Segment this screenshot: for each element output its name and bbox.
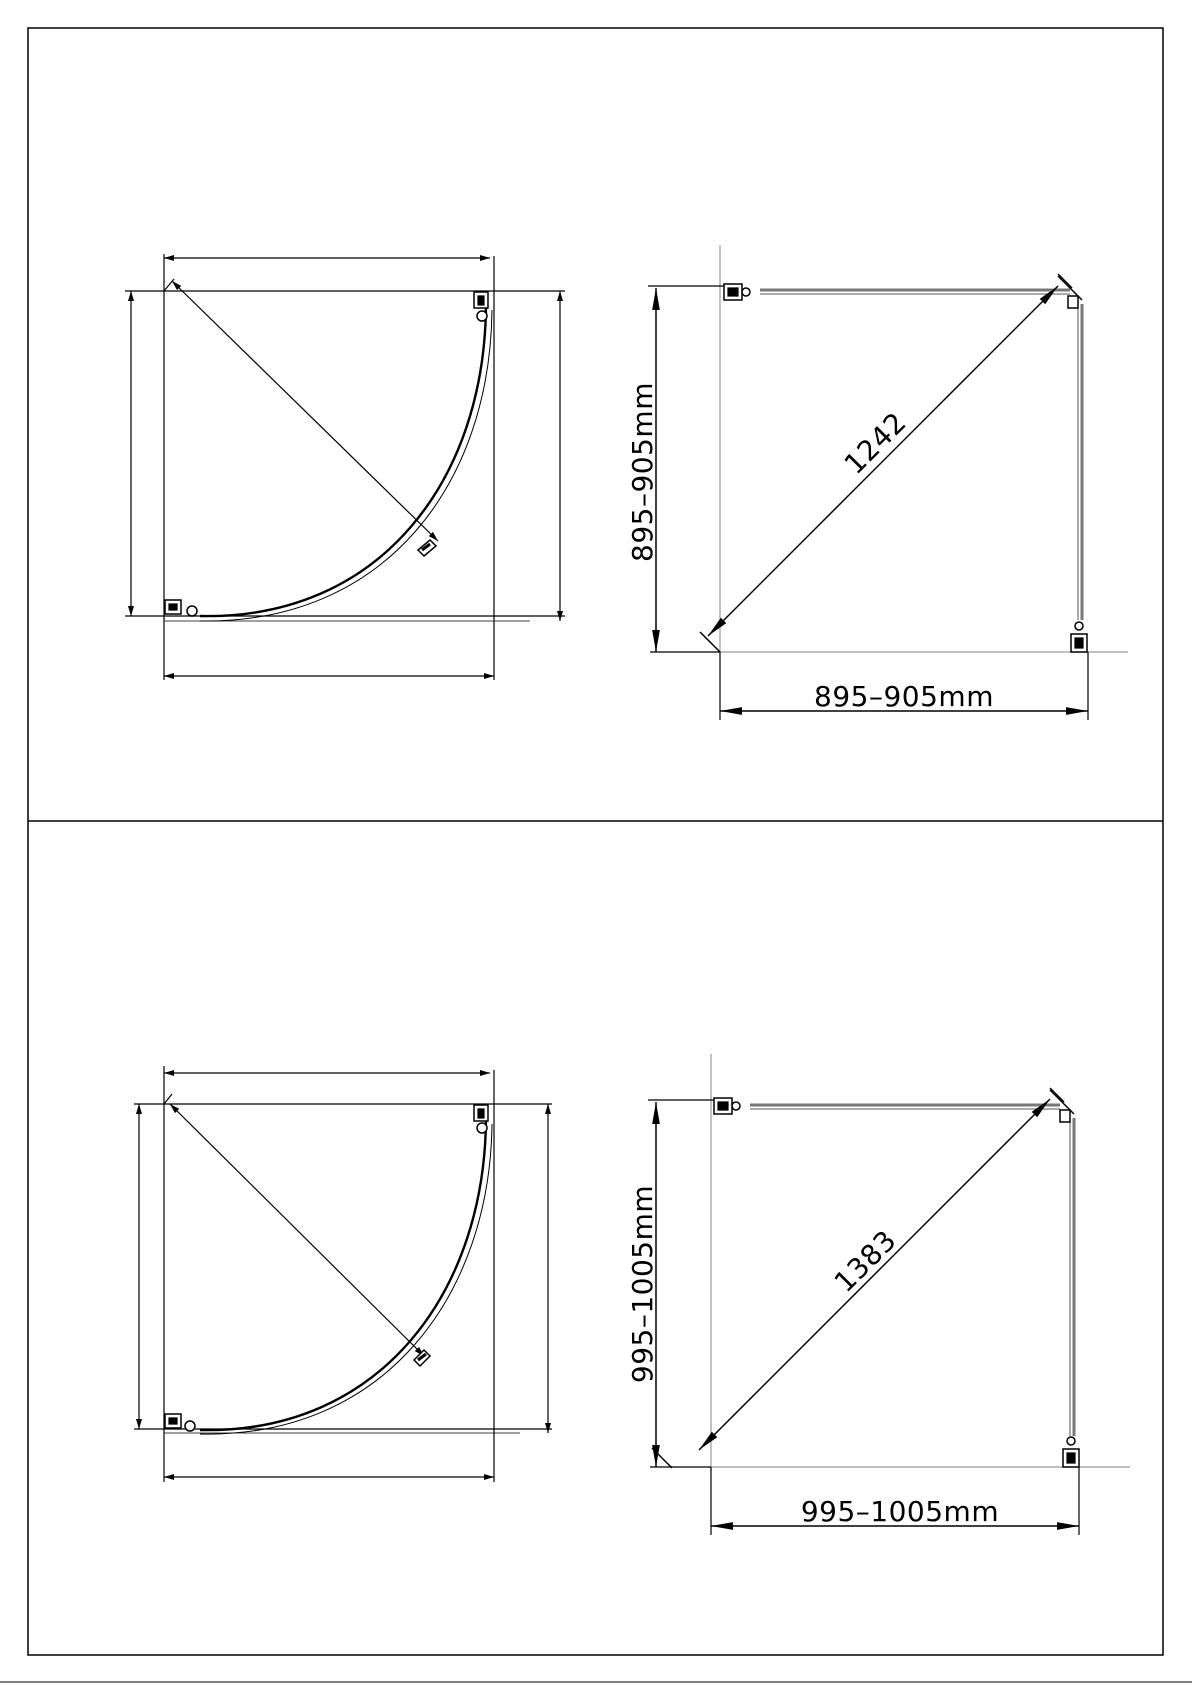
wall-bracket-left bbox=[714, 1098, 740, 1114]
wall-bracket-top bbox=[474, 292, 488, 321]
depth-label: 895–905mm bbox=[626, 382, 659, 562]
sheet-border bbox=[28, 28, 1163, 1655]
wall-bracket-bottom bbox=[165, 600, 197, 616]
wall-bracket-top bbox=[474, 1105, 488, 1133]
door-handle bbox=[418, 540, 436, 556]
diagonal-dimension-line bbox=[708, 286, 1058, 636]
width-label: 995–1005mm bbox=[800, 1495, 1000, 1528]
depth-label: 995–1005mm bbox=[626, 1184, 659, 1384]
curved-glass-panel bbox=[200, 1116, 486, 1430]
diagonal-dimension-line bbox=[170, 1104, 424, 1356]
curved-glass-panel bbox=[200, 302, 486, 616]
floor-bracket-right bbox=[1071, 622, 1087, 652]
wall-bracket-left bbox=[724, 284, 750, 300]
bottom-plan-view bbox=[134, 1066, 552, 1482]
floor-bracket-right bbox=[1063, 1437, 1079, 1467]
top-dimension-view bbox=[648, 245, 1128, 720]
wall-bracket-bottom bbox=[165, 1414, 195, 1431]
diagonal-label: 1383 bbox=[827, 1223, 903, 1299]
door-handle bbox=[414, 1350, 430, 1366]
diagonal-dimension-line bbox=[172, 281, 438, 541]
width-label: 895–905mm bbox=[814, 680, 994, 713]
top-plan-view bbox=[125, 254, 565, 680]
diagonal-label: 1242 bbox=[837, 405, 913, 481]
bottom-dimension-view bbox=[648, 1054, 1130, 1535]
